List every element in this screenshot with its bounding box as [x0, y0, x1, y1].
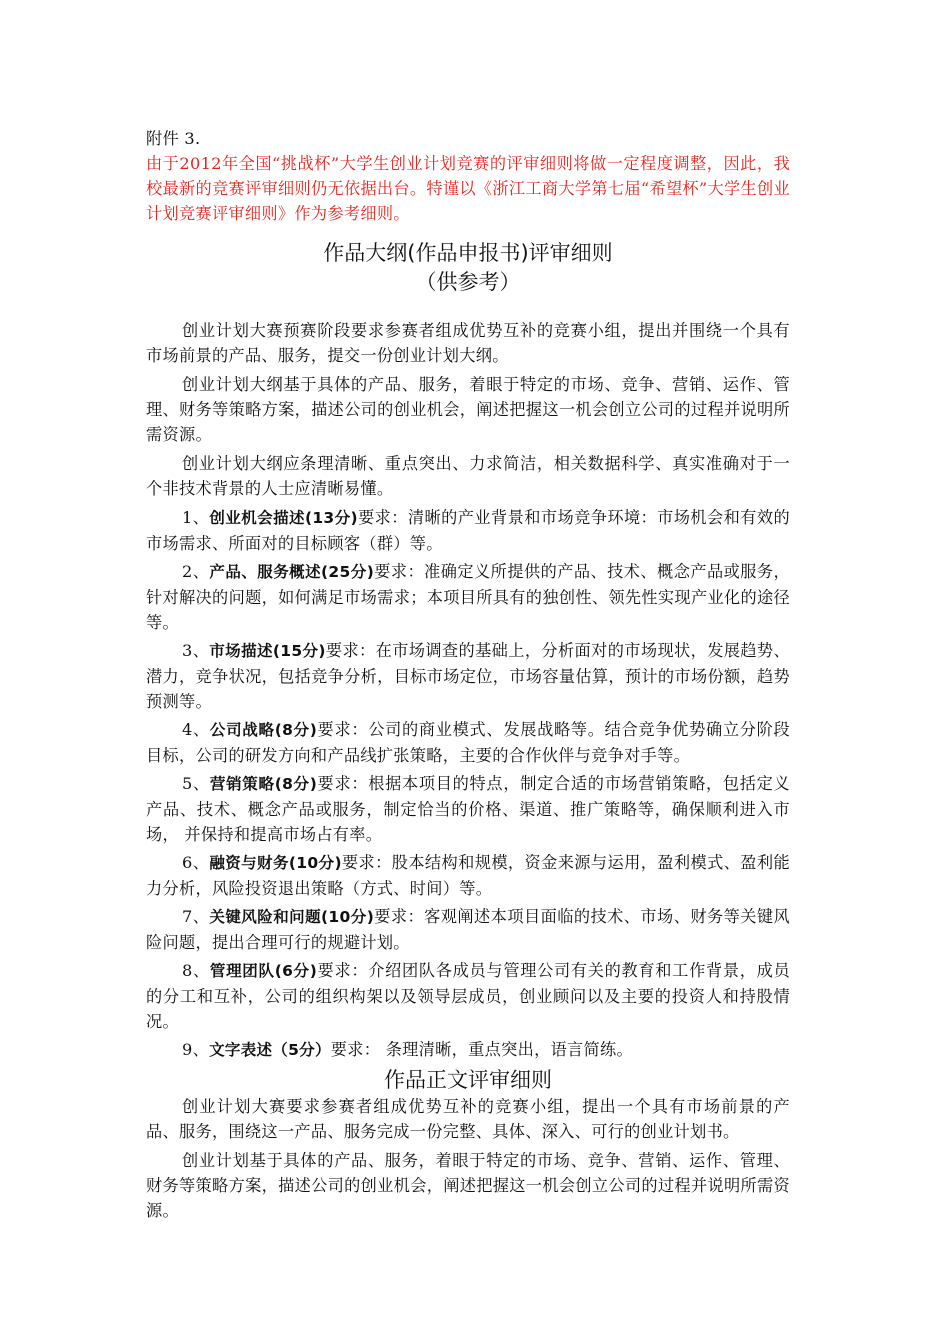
- criteria-body: 要求：公司的商业模式、发展战略等。结合竞争优势确立分阶段目标，公司的研发方向和产品线扩张策略，主要的合作伙伴与竞争对手等。: [146, 720, 790, 765]
- section2-paragraph: 创业计划大赛要求参赛者组成优势互补的竞赛小组，提出一个具有市场前景的产品、服务，围绕这一产品、服务完成一份完整、具体、深入、可行的创业计划书。: [146, 1097, 790, 1141]
- criteria-item: [146, 559, 790, 635]
- criteria-heading: 文字表述（5分）: [209, 1041, 331, 1059]
- criteria-heading: 市场描述(15分): [209, 642, 326, 660]
- attachment-label: 附件 3.: [146, 129, 201, 148]
- criteria-body: 要求：根据本项目的特点，制定合适的市场营销策略，包括定义产品、技术、概念产品或服务，制定恰当的价格、渠道、推广策略等，确保顺利进入市场， 并保持和提高市场占有率。: [146, 774, 790, 844]
- criteria-number: 6、: [182, 853, 210, 872]
- criteria-body: 要求：清晰的产业背景和市场竞争环境：市场机会和有效的市场需求、所面对的目标顾客（群）等。: [146, 508, 790, 553]
- section2-title: 作品正文评审细则: [384, 1068, 552, 1092]
- criteria-heading: 融资与财务(10分): [209, 854, 342, 872]
- notice-paragraph: 由于2012年全国“挑战杯”大学生创业计划竞赛的评审细则将做一定程度调整，因此，我校最新的竞赛评审细则仍无依据出台。特谨以《浙江工商大学第七届“希望杯”大学生创业计划竞赛评审细则》作为参考细则。: [146, 154, 790, 223]
- criteria-body: 要求： 条理清晰，重点突出，语言简练。: [330, 1040, 634, 1059]
- criteria-item: [146, 771, 790, 847]
- criteria-heading: 产品、服务概述(25分): [209, 563, 375, 581]
- criteria-number: 5、: [182, 774, 210, 793]
- criteria-item: [146, 850, 790, 901]
- criteria-number: 8、: [182, 961, 210, 980]
- criteria-item: [146, 1037, 790, 1063]
- criteria-number: 3、: [182, 641, 210, 660]
- criteria-item: [146, 638, 790, 714]
- section1-subtitle: （供参考）: [415, 270, 521, 294]
- criteria-body: 要求：准确定义所提供的产品、技术、概念产品或服务，针对解决的问题，如何满足市场需求；本项目所具有的独创性、领先性实现产业化的途径等。: [146, 562, 790, 632]
- criteria-item: [146, 717, 790, 768]
- criteria-number: 9、: [182, 1040, 210, 1059]
- criteria-number: 4、: [182, 720, 210, 739]
- criteria-number: 7、: [182, 907, 210, 926]
- criteria-item: [146, 904, 790, 955]
- document-body: [146, 126, 790, 1227]
- criteria-item: [146, 505, 790, 556]
- criteria-body: 要求：在市场调查的基础上，分析面对的市场现状，发展趋势、潜力，竞争状况，包括竞争分析，目标市场定位，市场容量估算，预计的市场份额，趋势预测等。: [146, 641, 790, 711]
- criteria-heading: 管理团队(6分): [209, 962, 318, 980]
- criteria-heading: 关键风险和问题(10分): [209, 908, 375, 926]
- criteria-body: 要求：股本结构和规模，资金来源与运用，盈利模式、盈利能力分析，风险投资退出策略（方式、时间）等。: [146, 853, 790, 898]
- section1-title: 作品大纲(作品申报书)评审细则: [323, 241, 613, 265]
- section1-paragraph: 创业计划大纲应条理清晰、重点突出、力求简洁，相关数据科学、真实准确对于一个非技术背景的人士应清晰易懂。: [146, 454, 790, 498]
- criteria-heading: 营销策略(8分): [209, 775, 318, 793]
- criteria-heading: 公司战略(8分): [209, 721, 318, 739]
- criteria-body: 要求：客观阐述本项目面临的技术、市场、财务等关键风险问题，提出合理可行的规避计划。: [146, 907, 790, 952]
- section2-paragraph: 创业计划基于具体的产品、服务，着眼于特定的市场、竞争、营销、运作、管理、财务等策略方案，描述公司的创业机会，阐述把握这一机会创立公司的过程并说明所需资源。: [146, 1151, 790, 1220]
- criteria-item: [146, 958, 790, 1034]
- criteria-number: 1、: [182, 508, 210, 527]
- criteria-number: 2、: [182, 562, 210, 581]
- section1-paragraph: 创业计划大纲基于具体的产品、服务，着眼于特定的市场、竞争、营销、运作、管理、财务等策略方案，描述公司的创业机会，阐述把握这一机会创立公司的过程并说明所需资源。: [146, 375, 790, 444]
- criteria-body: 要求：介绍团队各成员与管理公司有关的教育和工作背景，成员的分工和互补，公司的组织构架以及领导层成员，创业顾问以及主要的投资人和持股情况。: [146, 961, 790, 1031]
- section1-paragraph: 创业计划大赛预赛阶段要求参赛者组成优势互补的竞赛小组，提出并围绕一个具有市场前景的产品、服务，提交一份创业计划大纲。: [146, 321, 790, 365]
- criteria-heading: 创业机会描述(13分): [209, 509, 358, 527]
